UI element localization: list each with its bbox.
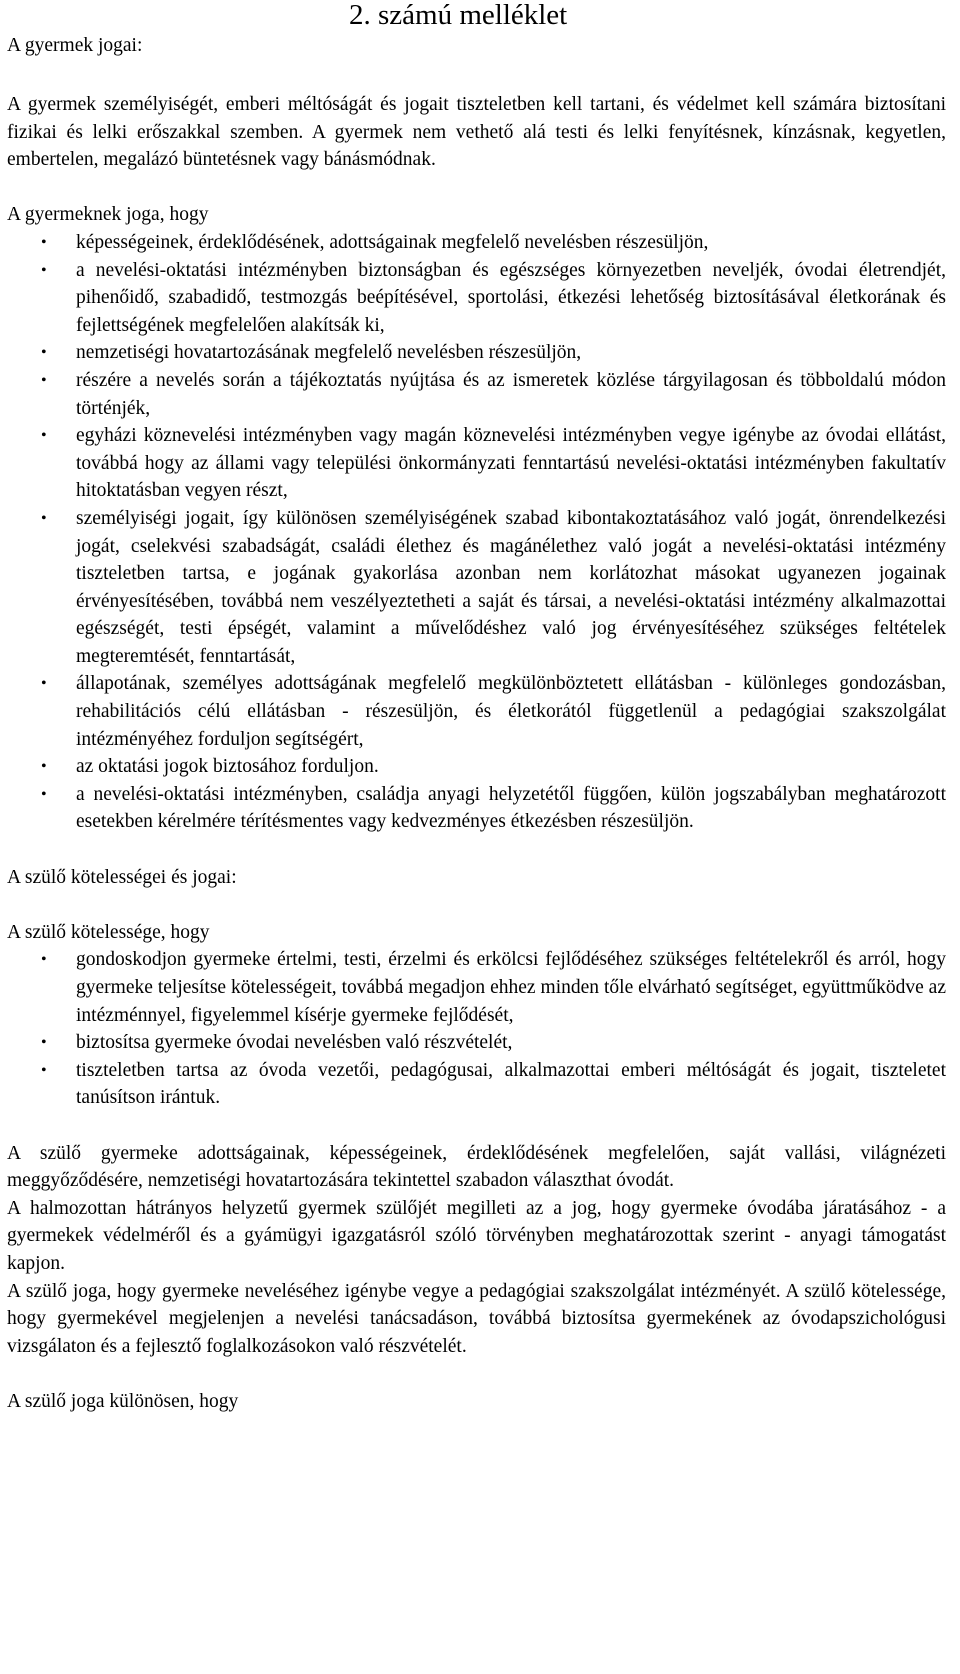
list-item: • tiszteletben tartsa az óvoda vezetői, pedagógusai, alkalmazottai emberi méltóságát és jogait, tiszteletet tanúsítson irántuk.	[7, 1057, 946, 1112]
parent-duties-lead: A szülő kötelessége, hogy	[7, 921, 210, 943]
child-rights-intro: A gyermek személyiségét, emberi méltóságát és jogait tiszteletben kell tartani, és védelmet kell számára biztosítani fizikai és lelki erőszakkal szemben. A gyermek nem vethető alá testi és lelki fenyítésnek, kínzásnak, kegyetlen, embertelen, megalázó büntetésnek vagy bánásmódnak.	[7, 94, 946, 171]
list-item: • biztosítsa gyermeke óvodai nevelésben való részvételét,	[7, 1029, 946, 1057]
bullet-icon: •	[41, 344, 47, 362]
list-item: • az oktatási jogok biztosához forduljon.	[7, 753, 946, 781]
parent-section-title: A szülő kötelességei és jogai:	[7, 866, 237, 888]
bullet-icon: •	[41, 427, 47, 445]
bullet-icon: •	[41, 785, 47, 803]
bullet-icon: •	[41, 758, 47, 776]
bullet-icon: •	[41, 233, 47, 251]
list-item: • egyházi köznevelési intézményben vagy magán köznevelési intézményben vegye igénybe az óvodai ellátást, továbbá hogy az állami vagy települési önkormányzati fenntartású nevelési-oktatási intézményben fakultatív hitoktatásban vegyen részt,	[7, 422, 946, 505]
bullet-icon: •	[41, 261, 47, 279]
list-item: • személyiségi jogait, így különösen személyiségének szabad kibontakoztatásához való jogát, önrendelkezési jogát, cselekvési szabadságát, családi élethez és magánélethez való jogát a nevelési-oktatási intézmény tiszteletben tartsa, e jogának gyakorlása azonban nem korlátozhat másokat ugyanezen jogainak érvényesítésében, továbbá nem veszélyeztetheti a saját és társai, a nevelési-oktatási intézmény alkalmazottai egészségét, testi épségét, valamint a művelődéshez való jog érvényesítéséhez szükséges feltételek megteremtését, fenntartását,	[7, 505, 946, 671]
list-item: • nemzetiségi hovatartozásának megfelelő nevelésben részesüljön,	[7, 339, 946, 367]
parent-paragraph: A szülő joga, hogy gyermeke neveléséhez igénybe vegye a pedagógiai szakszolgálat intézményét. A szülő kötelessége, hogy gyermekével megjelenjen a nevelési tanácsadáson, továbbá biztosítsa gyermekének az óvodapszichológusi vizsgálaton és a fejlesztő foglalkozásokon való részvételét.	[7, 1280, 946, 1357]
document-title: 2. számú melléklet	[349, 0, 568, 31]
document-body	[7, 91, 946, 1416]
parent-rights-lead: A szülő joga különösen, hogy	[7, 1390, 239, 1412]
bullet-icon: •	[41, 509, 47, 527]
bullet-icon: •	[41, 371, 47, 389]
header-label: A gyermek jogai:	[7, 35, 143, 56]
parent-paragraph: A halmozottan hátrányos helyzetű gyermek szülőjét megilleti az a jog, hogy gyermeke óvodába járatásához - a gyermekek védelméről és a gyámügyi igazgatásról szóló törvényben meghatározottak szerint - anyagi támogatást kapjon.	[7, 1197, 946, 1274]
list-item: • gondoskodjon gyermeke értelmi, testi, érzelmi és erkölcsi fejlődéséhez szükséges feltételekről és arról, hogy gyermeke teljesítse kötelességeit, továbbá megadjon ehhez minden tőle elvárható segítséget, együttműködve az intézménnyel, figyelemmel kísérje gyermeke fejlődését,	[7, 946, 946, 1029]
child-rights-list	[7, 229, 946, 836]
list-item: • részére a nevelés során a tájékoztatás nyújtása és az ismeretek közlése tárgyilagosan és többoldalú módon történjék,	[7, 367, 946, 422]
child-rights-list-lead: A gyermeknek joga, hogy	[7, 204, 209, 226]
bullet-icon: •	[41, 951, 47, 969]
list-item: • a nevelési-oktatási intézményben biztonságban és egészséges környezetben neveljék, óvodai életrendjét, pihenőidő, szabadidő, testmozgás beépítésével, sportolási, étkezési lehetőség biztosításával életkorának és fejlettségének megfelelően alakítsák ki,	[7, 257, 946, 340]
parent-paragraph: A szülő gyermeke adottságainak, képességeinek, érdeklődésének megfelelően, saját vallási, világnézeti meggyőződésére, nemzetiségi hovatartozására tekintettel szabadon választhat óvodát.	[7, 1142, 946, 1192]
list-item: • állapotának, személyes adottságának megfelelő megkülönböztetett ellátásban - különleges gondozásban, rehabilitációs célú ellátásban - részesüljön, és életkorától függetlenül a pedagógiai szakszolgálat intézményéhez forduljon segítségért,	[7, 670, 946, 753]
bullet-icon: •	[41, 675, 47, 693]
parent-duties-list	[7, 946, 946, 1112]
bullet-icon: •	[41, 1061, 47, 1079]
list-item: • a nevelési-oktatási intézményben, családja anyagi helyzetétől függően, külön jogszabályban meghatározott esetekben kérelmére térítésmentes vagy kedvezményes étkezésben részesüljön.	[7, 781, 946, 836]
list-item: • képességeinek, érdeklődésének, adottságainak megfelelő nevelésben részesüljön,	[7, 229, 946, 257]
bullet-icon: •	[41, 1034, 47, 1052]
